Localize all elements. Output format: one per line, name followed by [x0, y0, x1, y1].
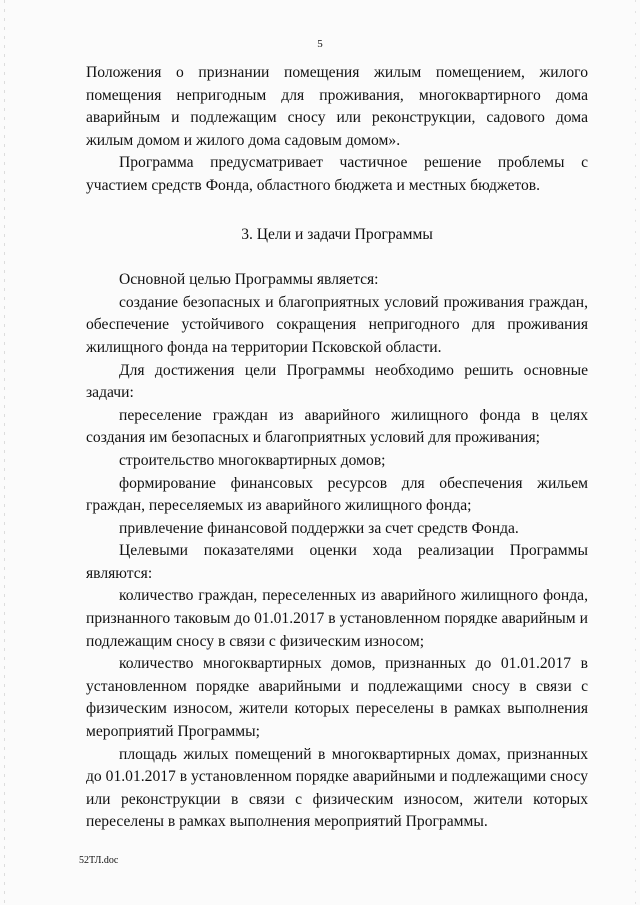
paragraph-indicator-citizens: количество граждан, переселенных из аварийного жилищного фонда, признанного таковым до 01.01.2017 в установленном порядке аварийным и подлежащим сносу в связи с физическим износом;: [86, 587, 588, 650]
paragraph-main-goal-intro: Основной целью Программы является:: [119, 271, 379, 289]
paragraph-continuation: Положения о признании помещения жилым помещением, жилого помещения непригодным для проживания, многоквартирного дома аварийным и подлежащим сносу или реконструкции, садового дома жилым домом и жилого дома садовым домом».: [86, 64, 588, 149]
page-number: 5: [317, 38, 323, 50]
paragraph-task-construction: строительство многоквартирных домов;: [119, 451, 386, 469]
paragraph-main-goal: создание безопасных и благоприятных условий проживания граждан, обеспечение устойчивого сокращения непригодного для проживания жилищного фонда на территории Псковской области.: [86, 293, 588, 356]
scan-edge-right: [635, 0, 636, 905]
paragraph-program-solution: Программа предусматривает частичное решение проблемы с участием средств Фонда, областного бюджета и местных бюджетов.: [86, 154, 588, 194]
paragraph-task-resettlement: переселение граждан из аварийного жилищного фонда в целях создания им безопасных и благоприятных условий для проживания;: [86, 406, 588, 447]
paragraph-indicator-buildings: количество многоквартирных домов, признанных до 01.01.2017 в установленном порядке аварийными и подлежащими сносу в связи с физическим износом, жители которых переселены в рамках выполнения мероприятий Программы;: [86, 655, 588, 741]
paragraph-tasks-intro: Для достижения цели Программы необходимо решить основные задачи:: [86, 361, 588, 402]
paragraph-task-financing: формирование финансовых ресурсов для обеспечения жильем граждан, переселяемых из аварийного жилищного фонда;: [86, 474, 588, 515]
paragraph-indicators-intro: Целевыми показателями оценки хода реализации Программы являются:: [86, 542, 588, 582]
paragraph-task-fund-support: привлечение финансовой поддержки за счет средств Фонда.: [119, 519, 519, 537]
section-heading: 3. Цели и задачи Программы: [241, 225, 433, 243]
footer-filename: 52ТЛ.doc: [79, 855, 119, 866]
paragraph-indicator-area: площадь жилых помещений в многоквартирных домах, признанных до 01.01.2017 в установленном порядке аварийными и подлежащими сносу или реконструкции в связи с физическим износом, жители которых переселены в рамках выполнения мероприятий Программы.: [86, 745, 588, 831]
scan-edge-left: [4, 0, 5, 905]
document-body: [86, 62, 588, 834]
